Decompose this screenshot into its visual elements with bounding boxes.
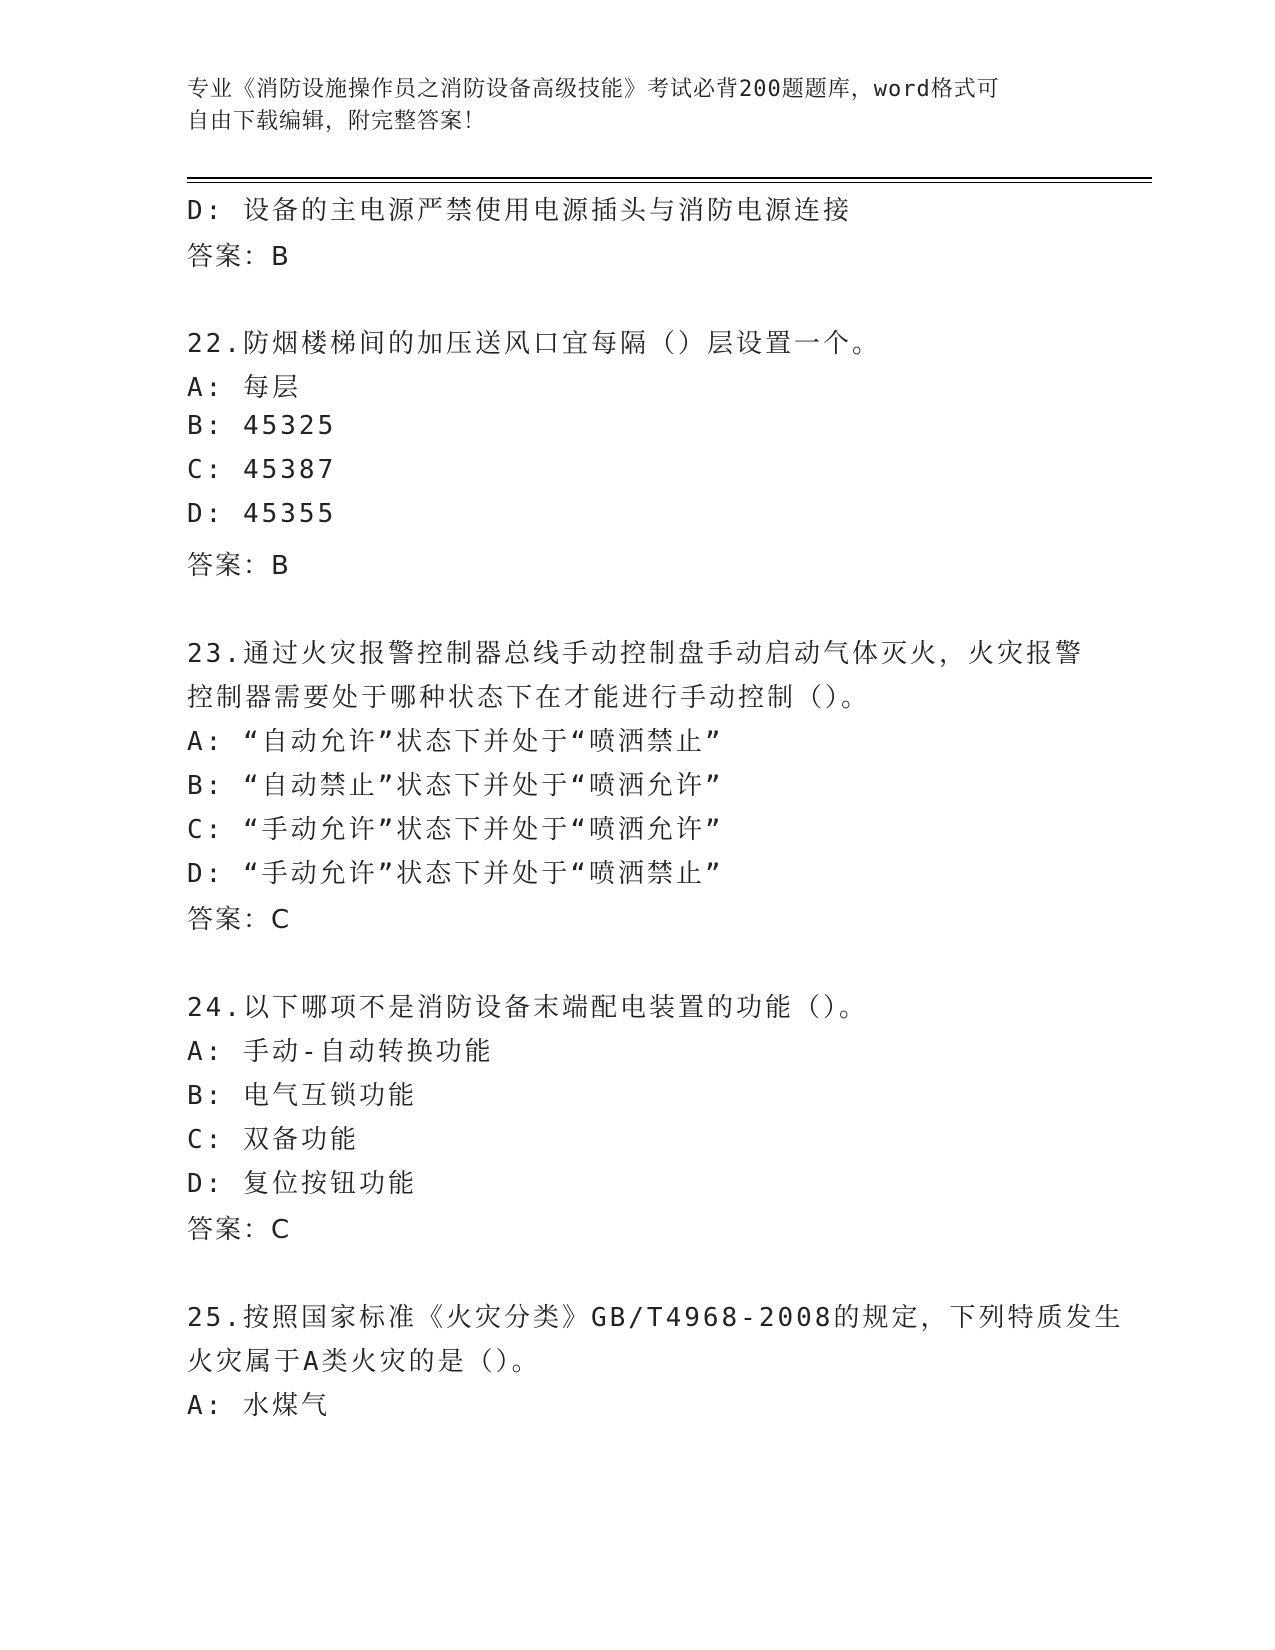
question-23-option-c: C: “手动允许”状态下并处于“喷洒允许” (187, 815, 724, 845)
question-23-stem-line-2: 控制器需要处于哪种状态下在才能进行手动控制（）。 (187, 683, 871, 713)
header-divider-thin (187, 182, 1152, 183)
header-line-2: 自由下载编辑，附完整答案！ (187, 109, 487, 134)
question-23-option-d: D: “手动允许”状态下并处于“喷洒禁止” (187, 859, 724, 889)
question-25-stem-line-2: 火灾属于A类火灾的是（）。 (187, 1347, 541, 1377)
question-24-option-d: D: 复位按钮功能 (187, 1169, 417, 1199)
question-24-option-c: C: 双备功能 (187, 1125, 359, 1155)
question-24-stem: 24.以下哪项不是消防设备末端配电装置的功能（）。 (187, 993, 868, 1023)
question-22-answer: 答案：B (187, 551, 291, 581)
prev-answer: 答案：B (187, 242, 291, 272)
document-header (187, 74, 1077, 138)
question-23-answer: 答案：C (187, 905, 292, 935)
question-23-stem-line-1: 23.通过火灾报警控制器总线手动控制盘手动启动气体灭火，火灾报警 (187, 639, 1084, 669)
question-22-option-d: D: 45355 (187, 499, 337, 529)
header-divider-thick (187, 177, 1152, 179)
question-23-option-a: A: “自动允许”状态下并处于“喷洒禁止” (187, 727, 724, 757)
question-22-option-a: A: 每层 (187, 373, 301, 403)
question-25-stem-line-1: 25.按照国家标准《火灾分类》GB/T4968-2008的规定，下列特质发生 (187, 1303, 1124, 1333)
question-25-option-a: A: 水煤气 (187, 1391, 330, 1421)
question-22-stem: 22.防烟楼梯间的加压送风口宜每隔（）层设置一个。 (187, 329, 881, 359)
question-23-option-b: B: “自动禁止”状态下并处于“喷洒允许” (187, 771, 724, 801)
prev-option-d: D: 设备的主电源严禁使用电源插头与消防电源连接 (187, 196, 852, 226)
header-line-1: 专业《消防设施操作员之消防设备高级技能》考试必背200题题库，word格式可 (187, 77, 1000, 102)
question-24-answer: 答案：C (187, 1215, 292, 1245)
question-24-option-b: B: 电气互锁功能 (187, 1081, 417, 1111)
question-22-option-b: B: 45325 (187, 411, 337, 441)
question-24-option-a: A: 手动-自动转换功能 (187, 1037, 494, 1067)
question-22-option-c: C: 45387 (187, 455, 337, 485)
